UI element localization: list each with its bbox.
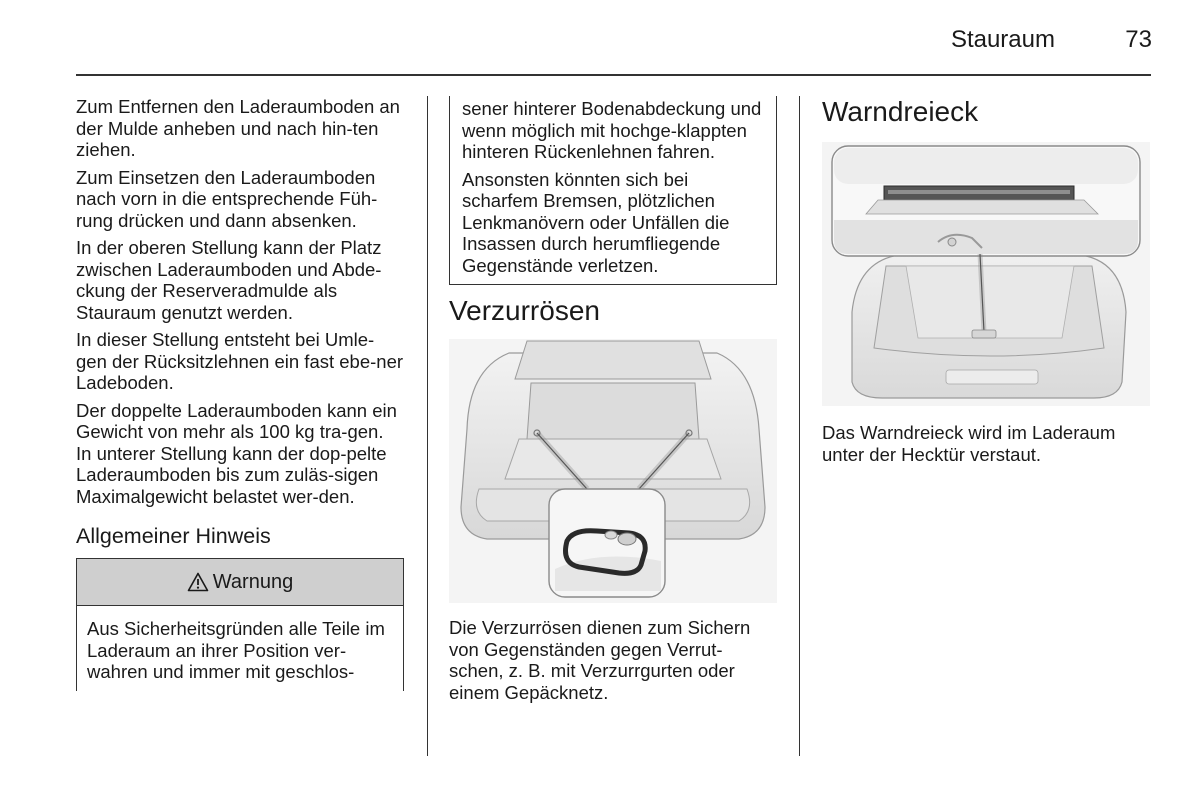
warning-box-continued [449,96,777,285]
paragraph: In der oberen Stellung kann der Platz zwischen Laderaumboden und Abde-ckung der Reserveradmulde als Stauraum genutzt werden. [76,237,382,323]
warning-text: Aus Sicherheitsgründen alle Teile im Laderaum an ihrer Position ver-wahren und immer mit geschlos- [87,618,385,682]
warning-triangle-stowage-illustration [822,142,1150,406]
warning-triangle-icon [187,572,209,592]
header-rule [76,74,1151,76]
warning-text-continued: Ansonsten könnten sich bei scharfem Bremsen, plötzlichen Lenkmanövern oder Unfällen die Insassen durch herumfliegende Gegenstände verletzen. [462,168,730,276]
subheading-allgemeiner-hinweis: Allgemeiner Hinweis [76,524,271,548]
column-2 [449,96,777,709]
column-divider-left [427,96,428,756]
warning-body [77,606,403,691]
column-1 [76,96,404,691]
warning-title: Warnung [212,570,294,593]
caption-verzurroesen: Die Verzurrösen dienen zum Sichern von Gegenständen gegen Verrut-schen, z. B. mit Verzurrgurten oder einem Gepäcknetz. [449,617,751,703]
paragraph: Der doppelte Laderaumboden kann ein Gewicht von mehr als 100 kg tra-gen. In unterer Stellung kann der dop-pelte Laderaumboden bis zum zuläs-sigen Maximalgewicht belastet wer-den. [76,399,397,507]
paragraph: Zum Einsetzen den Laderaumboden nach vorn in die entsprechende Füh-rung drücken und dann absenken. [76,166,378,231]
heading-warndreieck: Warndreieck [822,96,979,127]
column-3 [822,96,1150,471]
warning-box [76,558,404,691]
paragraph: In dieser Stellung entsteht bei Umle-gen der Rücksitzlehnen ein fast ebe-ner Ladeboden. [76,329,404,393]
warning-header [77,559,403,606]
page-number: 73 [1125,26,1152,53]
caption-warndreieck: Das Warndreieck wird im Laderaum unter der Hecktür verstaut. [822,422,1116,465]
warning-text-continued: sener hinterer Bodenabdeckung und wenn möglich mit hochge-klappten hinteren Rückenlehnen fahren. [462,98,762,162]
lashing-eyes-illustration [449,339,777,603]
column-divider-right [799,96,800,756]
running-header-title: Stauraum [950,26,1055,53]
heading-verzurroesen: Verzurrösen [449,295,600,326]
paragraph: Zum Entfernen den Laderaumboden an der Mulde anheben und nach hin-ten ziehen. [76,96,400,160]
